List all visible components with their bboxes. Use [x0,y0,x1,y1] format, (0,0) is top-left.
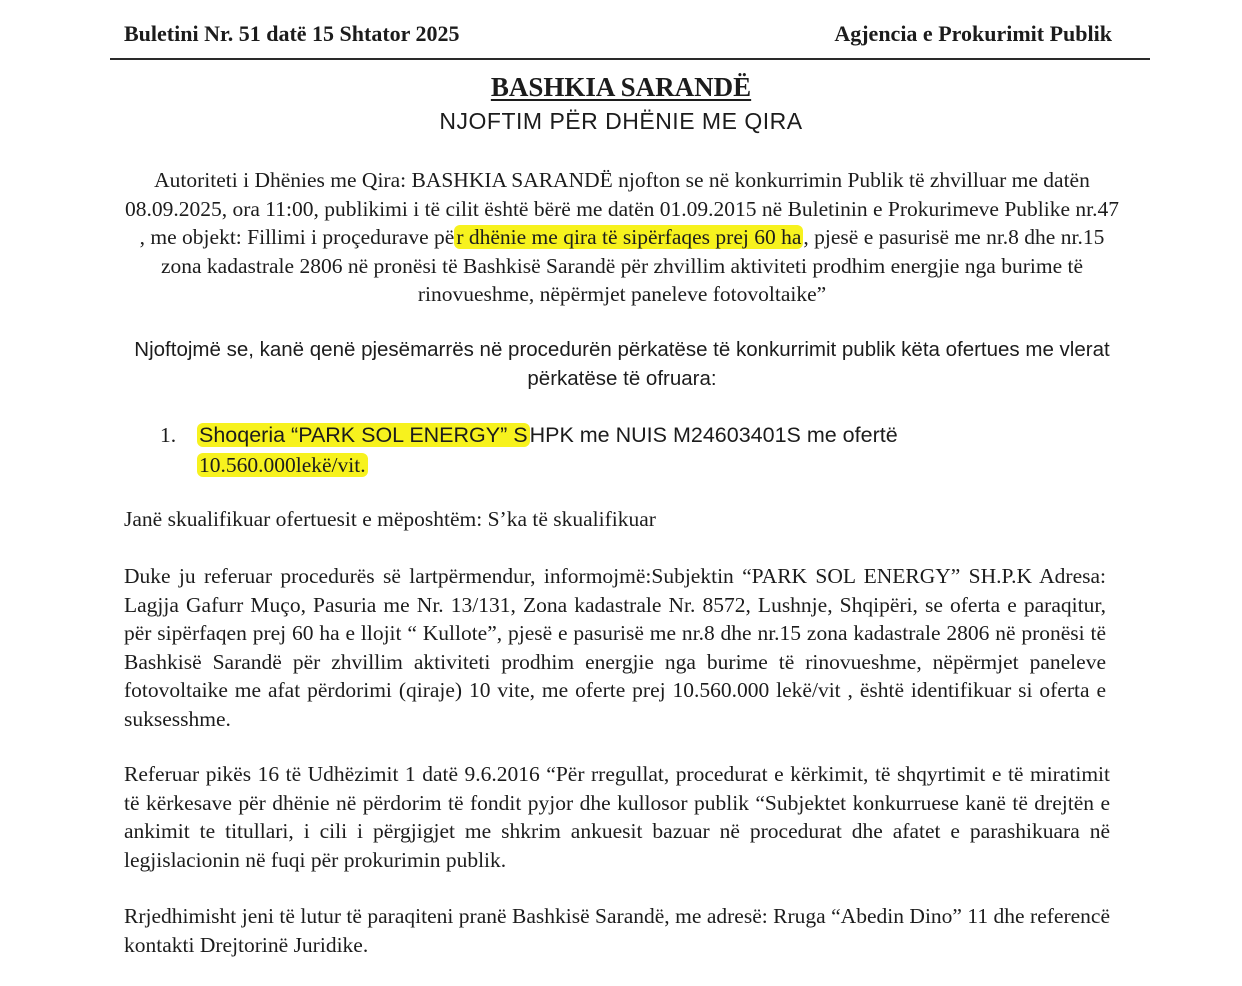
paragraph-contact: Rrjedhimisht jeni të lutur të paraqiteni pranë Bashkisë Sarandë, me adresë: Rruga “Abedin Dino” 11 dhe referencë kontakti Drejtorinë Juridike. [124,904,1110,957]
document-title: BASHKIA SARANDË [490,72,752,102]
paragraph-text: Autoriteti i Dhënies me Qira: BASHKIA SARANDË njofton se në konkurrimin Publik të zhvilluar me datën 08.09.2025, ora 11:00, publikimi i të cilit është bërë me datën 01.09.2015 në Buletinin e Prokurimeve Publike nr.47 , me objekt: Fillimi i proçedurave pë [124,168,1119,249]
paragraph-text: , pjesë e pasurisë me nr.8 dhe nr.15 zona kadastrale 2806 në pronësi të Bashkisë Sarandë për zhvillim aktiviteti prodhim energjie nga burime të rinovueshme, nëpërmjet paneleve fotovoltaike” [160,225,1105,306]
paragraph-authority [122,166,1122,309]
highlighted-offer: 10.560.000lekë/vit. [199,453,366,477]
highlighted-text: r dhënie me qira të sipërfaqes prej 60 ha [456,225,802,249]
list-item-text: HPK me NUIS M24603401S me ofertë [529,423,898,447]
document-subtitle: NJOFTIM PËR DHËNIE ME QIRA [439,108,803,134]
paragraph-appeal: Referuar pikës 16 të Udhëzimit 1 datë 9.6.2016 “Për rregullat, procedurat e kërkimit, të shqyrtimit e të miratimit të kërkesave për dhënie në përdorim të fondit pyjor dhe kullosor publik “Subjektet konkurruese kanë të drejtën e ankimit te titullari, i cili i përgjigjet me shkrim ankuesit bazuar në procedurat dhe afatet e parashikuara në legjislacionin në fuqi për prokurimin publik. [124,762,1110,872]
bulletin-header [110,18,1150,60]
paragraph-participants: Njoftojmë se, kanë qenë pjesëmarrës në procedurën përkatëse të konkurrimit publik këta ofertues me vlerat përkatëse të ofruara: [134,338,1110,390]
agency-name: Agjencia e Prokurimit Publik [834,21,1112,46]
paragraph-disqualified: Janë skualifikuar ofertuesit e mëposhtëm: S’ka të skualifikuar [124,507,656,531]
highlighted-text: Shoqeria “PARK SOL ENERGY” S [199,423,528,447]
paragraph-winner: Duke ju referuar procedurës së lartpërmendur, informojmë:Subjektin “PARK SOL ENERGY” SH.P.K Adresa: Lagjja Gafurr Muço, Pasuria me Nr. 13/131, Zona kadastrale Nr. 8572, Lushnje, Shqipëri, se oferta e paraqitur, për sipërfaqen prej 60 ha e llojit “ Kullote”, pjesë e pasurisë me nr.8 dhe nr.15 zona kadastrale 2806 në pronësi të Bashkisë Sarandë për zhvillim aktiviteti prodhim energjie nga burime të rinovueshme, nëpërmjet paneleve fotovoltaike me afat përdorimi (qiraje) 10 vite, me oferte prej 10.560.000 lekë/vit , është identifikuar si oferta e suksesshme. [124,564,1106,731]
bulletin-number: Buletini Nr. 51 datë 15 Shtator 2025 [124,21,460,46]
list-item-body [197,420,1097,480]
list-number: 1. [160,423,177,447]
